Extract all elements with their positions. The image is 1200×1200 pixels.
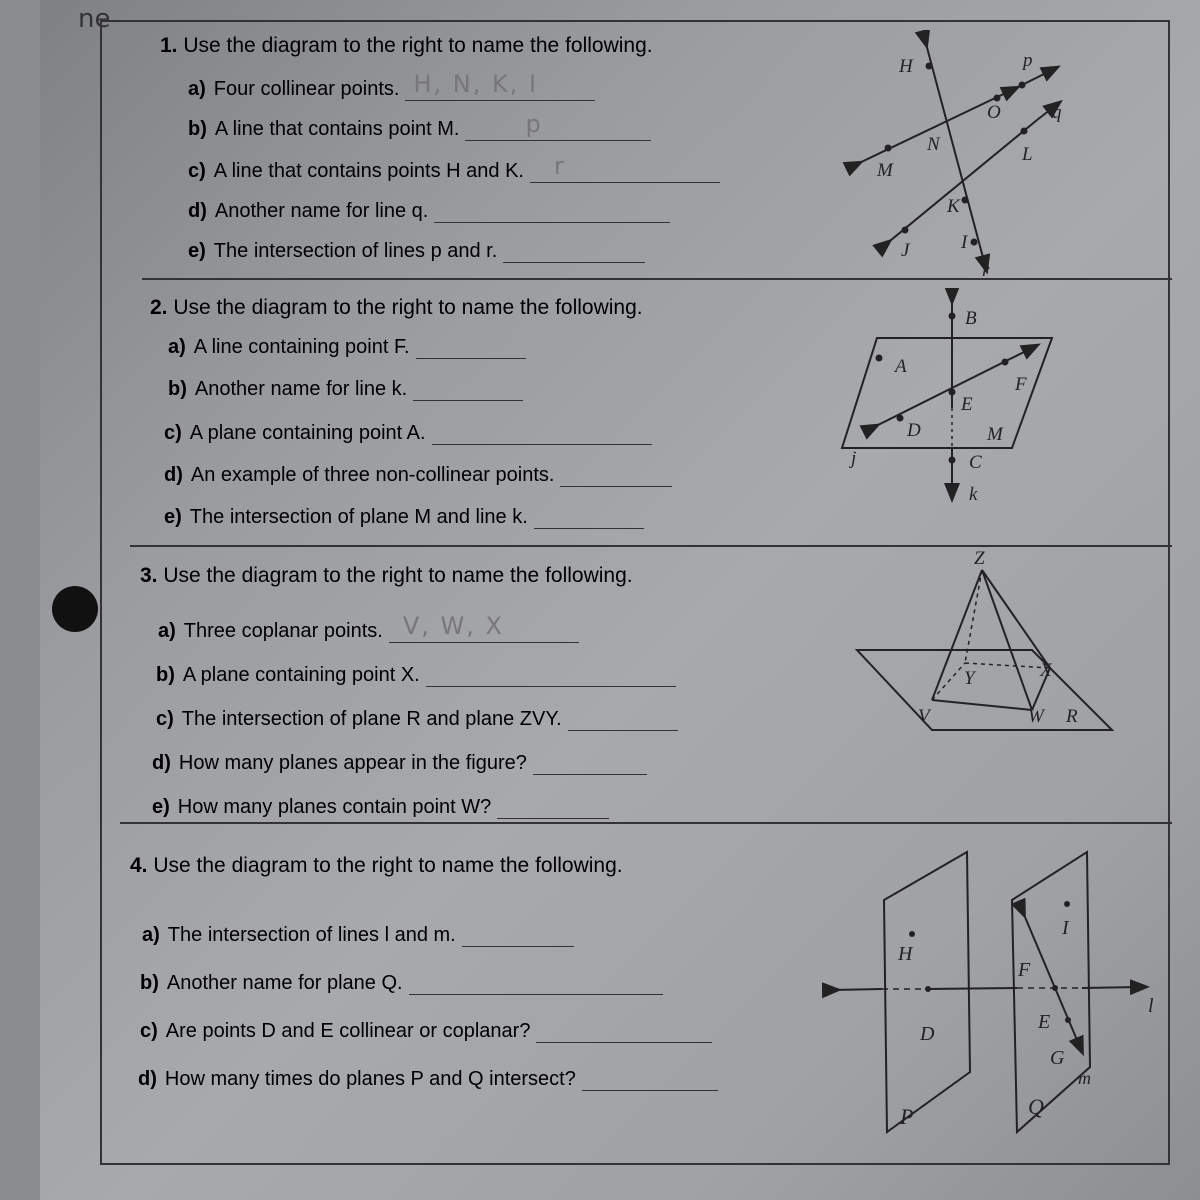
q3-item-e: e) How many planes contain point W? — [152, 796, 609, 819]
label-O: O — [987, 102, 1001, 123]
label-L: L — [1022, 144, 1033, 165]
label-H: H — [898, 943, 913, 965]
q1-item-a: a) Four collinear points. H, N, K, I — [188, 78, 595, 101]
q2-item-b: b) Another name for line k. — [168, 378, 523, 401]
q3-item-c: c) The intersection of plane R and plane ZVY. — [156, 708, 678, 731]
answer-blank[interactable] — [582, 1068, 718, 1091]
answer-blank[interactable]: H, N, K, I — [405, 78, 595, 101]
q1-item-e: e) The intersection of lines p and r. — [188, 240, 645, 263]
q2-item-e: e) The intersection of plane M and line k. — [164, 506, 644, 529]
q3-title: 3. Use the diagram to the right to name the following. — [140, 564, 633, 587]
label-E: E — [961, 394, 973, 415]
binder-hole — [52, 586, 98, 632]
label-p: p — [1023, 50, 1033, 71]
q1-item-b: b) A line that contains point M. p — [188, 118, 651, 141]
answer-blank[interactable] — [426, 664, 676, 687]
answer-blank[interactable] — [536, 1020, 712, 1043]
q2-plane-diagram — [837, 288, 1157, 538]
answer-blank[interactable] — [533, 752, 647, 775]
label-q: q — [1052, 102, 1062, 123]
label-M: M — [877, 160, 893, 181]
q4-item-b: b) Another name for plane Q. — [140, 972, 663, 995]
label-F: F — [1018, 959, 1031, 981]
q3-item-b: b) A plane containing point X. — [156, 664, 676, 687]
answer-blank[interactable] — [432, 422, 652, 445]
label-J: J — [901, 240, 910, 261]
label-m: m — [1078, 1068, 1091, 1088]
q2-item-c: c) A plane containing point A. — [164, 422, 652, 445]
label-Y: Y — [964, 668, 975, 689]
answer-blank[interactable] — [497, 796, 609, 819]
label-A: A — [895, 356, 907, 377]
label-V: V — [918, 706, 930, 727]
q1-lines-diagram — [837, 30, 1157, 280]
label-Q: Q — [1028, 1094, 1044, 1119]
label-Z: Z — [974, 550, 985, 569]
label-R: R — [1066, 706, 1078, 727]
answer-blank[interactable]: V, W, X — [389, 620, 579, 643]
label-K: K — [947, 196, 960, 217]
q4-title: 4. Use the diagram to the right to name the following. — [130, 854, 623, 877]
section-divider — [130, 545, 1172, 547]
label-l: l — [1148, 995, 1154, 1017]
q3-pyramid-diagram — [852, 550, 1172, 820]
answer-blank[interactable] — [462, 924, 574, 947]
q2-item-d: d) An example of three non-collinear points. — [164, 464, 672, 487]
label-r: r — [982, 260, 990, 280]
answer-blank[interactable] — [409, 972, 663, 995]
label-I: I — [961, 232, 968, 253]
answer-blank[interactable] — [503, 240, 645, 263]
margin-handwriting: ne — [78, 4, 111, 34]
label-E: E — [1038, 1011, 1051, 1033]
label-X: X — [1040, 660, 1052, 681]
q1-item-d: d) Another name for line q. — [188, 200, 670, 223]
q4-item-a: a) The intersection of lines l and m. — [142, 924, 574, 947]
label-G: G — [1050, 1047, 1065, 1069]
q4-item-d: d) How many times do planes P and Q intersect? — [138, 1068, 718, 1091]
label-N: N — [927, 134, 940, 155]
answer-blank[interactable] — [434, 200, 670, 223]
q3-item-a: a) Three coplanar points. V, W, X — [158, 620, 579, 643]
worksheet — [100, 20, 1170, 1165]
label-B: B — [965, 308, 977, 329]
label-D: D — [920, 1023, 935, 1045]
label-H: H — [899, 56, 913, 77]
answer-blank[interactable] — [413, 378, 523, 401]
adjacent-page-edge — [0, 0, 40, 1200]
answer-blank[interactable]: p — [465, 118, 651, 141]
answer-blank[interactable] — [416, 336, 526, 359]
label-W: W — [1028, 706, 1044, 727]
answer-blank[interactable] — [534, 506, 644, 529]
q4-item-c: c) Are points D and E collinear or coplanar? — [140, 1020, 712, 1043]
label-M: M — [987, 424, 1003, 445]
label-C: C — [969, 452, 982, 473]
q2-item-a: a) A line containing point F. — [168, 336, 526, 359]
answer-blank[interactable] — [560, 464, 672, 487]
label-j: j — [851, 448, 857, 469]
q1-title: 1. Use the diagram to the right to name the following. — [160, 34, 653, 57]
answer-blank[interactable] — [568, 708, 678, 731]
label-D: D — [907, 420, 921, 441]
label-I: I — [1062, 917, 1069, 939]
label-k: k — [969, 484, 978, 505]
section-divider — [120, 822, 1172, 824]
q2-title: 2. Use the diagram to the right to name the following. — [150, 296, 643, 319]
label-F: F — [1015, 374, 1027, 395]
label-P: P — [900, 1104, 914, 1129]
q3-item-d: d) How many planes appear in the figure? — [152, 752, 647, 775]
answer-blank[interactable]: r — [530, 160, 720, 183]
q4-planes-diagram — [822, 842, 1167, 1142]
q1-item-c: c) A line that contains points H and K. r — [188, 160, 720, 183]
